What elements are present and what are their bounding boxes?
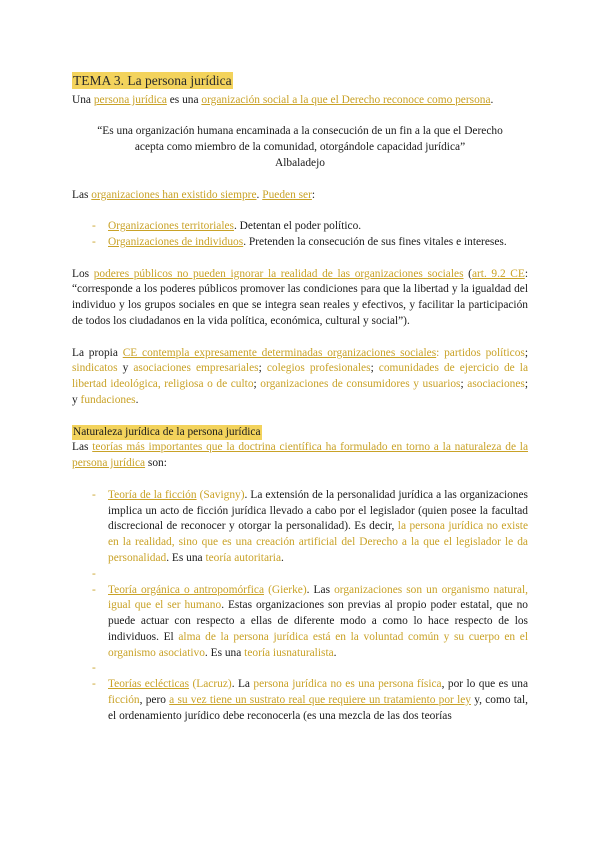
poderes-paragraph [72,267,528,330]
keyword: a su vez tiene un sustrato real que requiere un tratamiento por ley [169,694,471,707]
keyword: teorías más importantes que la doctrina científica ha formulado en torno a la naturaleza de la persona jurídica [72,441,529,470]
document-title-line [72,72,528,91]
author-name: (Savigny) [196,488,245,501]
text-run: . Detentan el poder político. [233,220,362,233]
text-run: ficción [108,694,140,707]
text-run: ; [524,346,529,359]
keyword: Teoría de la ficción [108,488,197,501]
text-run: colegios profesionales [266,362,371,375]
section-heading-line [72,425,528,441]
spacer [72,172,528,188]
spacer [72,330,528,346]
spacer [92,661,528,677]
keyword: Teoría orgánica o antropomórfica [108,583,265,596]
text-run: . La extensión de la personalidad jurídica a las organizaciones implica un acto de ficción jurídica llevado a cabo por el legislador (quien posee la facultad discrecional de reconocer y otorgar la personalidad). Es decir, [108,488,528,533]
spacer [72,203,528,219]
text-run: y, como tal, el ordenamiento jurídico debe reconocerla (es una mezcla de las dos teorías [108,694,528,722]
document-body [72,72,528,725]
text-run: . Pretenden la consecución de sus fines vitales e intereses. [243,235,507,248]
text-run: . [135,393,139,406]
keyword: persona jurídica [93,93,167,106]
section-heading: Naturaleza jurídica de la persona jurídica [72,425,262,441]
keyword: Organizaciones de individuos [108,235,244,248]
text-run: . Estas organizaciones son previas al propio poder estatal, que no puede actuar con respecto a ellas de diferente modo a como lo hace respecto de los individuos. El [108,599,528,643]
text-run: organizaciones de consumidores y usuarios [260,378,461,391]
keyword: poderes públicos no pueden ignorar la realidad de las organizaciones sociales [93,267,464,280]
text-run: asociaciones empresariales [133,362,259,375]
text-run: , por lo que es una [441,678,528,691]
text-run: . [256,188,263,201]
text-run: , pero [139,694,170,707]
propia-paragraph [72,346,528,409]
text-run: comunidades de ejercicio de la libertad ideológica, religiosa o de culto [72,362,529,391]
text-run: . La [231,678,254,691]
text-run: es una [166,93,202,106]
text-run: . Es una [204,646,245,659]
text-run: sindicatos [72,362,118,375]
text-run: . Es una [166,551,206,564]
spacer [92,567,528,583]
list-item-teorias-eclecticas [92,677,528,724]
quote-author: Albaladejo [275,156,325,169]
text-run: Una [72,93,94,106]
spacer [72,472,528,488]
text-run: ; [258,362,267,375]
text-run: : “corresponde a los poderes públicos promover las condiciones para que la libertad y la igualdad del individuo y los grupos sociales en que se integra sean reales y efectivos, y facilitar la participación de todos los ciudadanos en la vida política, económica, cultural y social”). [72,267,528,327]
text-run: : [311,188,316,201]
text-run: la persona jurídica no existe en la realidad, sino que es una creación artificial del Derecho a la que el legislador le da personalidad [108,520,528,564]
text-run: asociaciones [467,378,525,391]
text-run: persona jurídica no es una persona física [253,678,442,691]
text-run: Los [72,267,94,280]
spacer [72,409,528,425]
teorias-list [72,488,528,725]
text-run: ; y [72,378,528,406]
text-run: La propia [72,346,123,359]
text-run: ; [253,378,261,391]
keyword: organización social a la que el Derecho reconoce como persona [201,93,491,106]
keyword: Teorías eclécticas [108,678,190,691]
keyword: Organizaciones territoriales [108,220,234,233]
text-run: alma de la persona jurídica está en la voluntad común y su cuerpo en el organismo asociativo [108,630,528,659]
text-run: y [117,362,134,375]
list-item-teoria-organica [92,583,528,662]
text-run: fundaciones [80,393,136,406]
spacer [72,251,528,267]
keyword: CE contempla expresamente determinadas organizaciones sociales [122,346,437,359]
keyword: Pueden ser [262,188,312,201]
text-run: . [333,646,337,659]
orgs-paragraph [72,188,528,204]
list-item [92,235,528,251]
naturaleza-paragraph [72,440,528,472]
spacer [72,109,528,125]
text-run: ; [370,362,379,375]
text-run: . Las [306,583,335,596]
author-name: (Gierke) [264,583,307,596]
list-item [92,219,528,235]
text-run: Las [72,441,93,454]
text-run: teoría autoritaria [205,551,282,564]
document-title: TEMA 3. La persona jurídica [73,73,232,88]
text-run: . [281,551,284,564]
list-item-teoria-ficcion [92,488,528,567]
keyword: organizaciones han existido siempre [91,188,257,201]
article-reference: art. 9.2 CE [471,267,525,280]
quote-text: “Es una organización humana encaminada a la consecución de un fin a la que el Derecho acepta como miembro de la comunidad, otorgándole capacidad jurídica” [97,125,503,154]
text-run: teoría iusnaturalista [244,646,334,659]
author-name: (Lacruz) [189,678,232,691]
text-run: ( [463,267,472,280]
intro-paragraph [72,93,528,109]
text-run: Las [72,188,92,201]
text-run: son: [145,457,167,470]
text-run: ; [460,378,468,391]
org-list [72,219,528,251]
text-run: . [490,93,494,106]
text-run: organizaciones son un organismo natural, igual que el ser humano [108,583,528,612]
text-run: : partidos políticos [436,346,525,359]
